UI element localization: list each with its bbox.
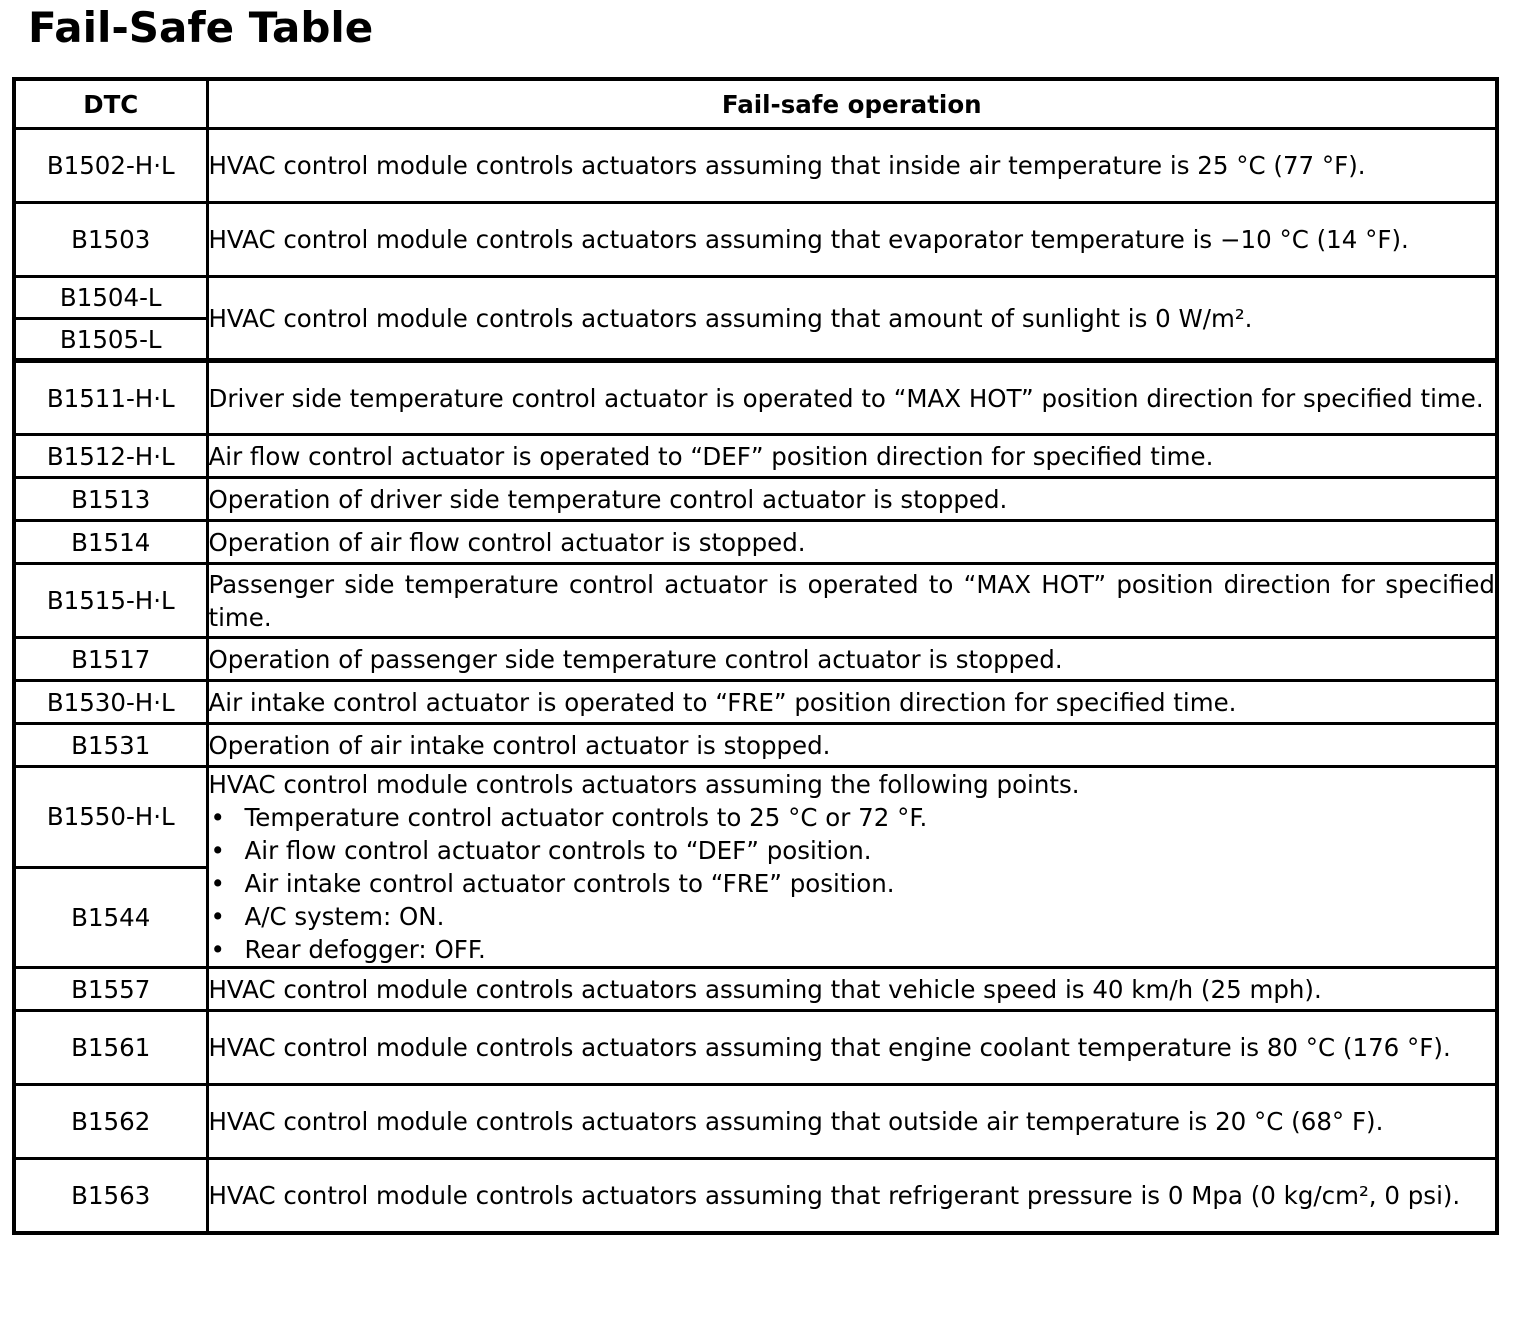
table-row [14, 521, 1497, 564]
dtc-cell: B1562 [14, 1085, 207, 1159]
dtc-cell: B1517 [14, 638, 207, 681]
fail-safe-cell: HVAC control module controls actuators assuming that vehicle speed is 40 km/h (25 mph). [207, 968, 1497, 1011]
dtc-cell: B1514 [14, 521, 207, 564]
fail-safe-cell: Passenger side temperature control actuator is operated to “MAX HOT” position direction for specified time. [207, 564, 1497, 638]
list-item: • Air flow control actuator controls to “DEF” position. [209, 834, 1496, 867]
dtc-cell: B1505-L [14, 319, 207, 361]
fail-safe-cell: Operation of passenger side temperature control actuator is stopped. [207, 638, 1497, 681]
table-row [14, 767, 1497, 868]
table-row [14, 968, 1497, 1011]
table-row [14, 1011, 1497, 1085]
dtc-cell: B1530-H·L [14, 681, 207, 724]
table-row [14, 361, 1497, 435]
fail-safe-cell: Operation of air flow control actuator is stopped. [207, 521, 1497, 564]
dtc-cell: B1557 [14, 968, 207, 1011]
table-row [14, 129, 1497, 203]
table-row [14, 478, 1497, 521]
fail-safe-cell: Operation of air intake control actuator is stopped. [207, 724, 1497, 767]
table-header-row [14, 79, 1497, 129]
fail-safe-cell: HVAC control module controls actuators assuming that outside air temperature is 20 °C (68° F). [207, 1085, 1497, 1159]
dtc-cell: B1503 [14, 203, 207, 277]
dtc-cell: B1563 [14, 1159, 207, 1233]
dtc-cell: B1513 [14, 478, 207, 521]
fail-safe-intro: HVAC control module controls actuators assuming the following points. [208, 770, 1080, 799]
fail-safe-cell: Operation of driver side temperature control actuator is stopped. [207, 478, 1497, 521]
dtc-column-header: DTC [14, 79, 207, 129]
fail-safe-cell: HVAC control module controls actuators assuming that amount of sunlight is 0 W/m². [207, 277, 1497, 361]
table-row [14, 277, 1497, 319]
dtc-cell: B1511-H·L [14, 361, 207, 435]
table-row [14, 681, 1497, 724]
fail-safe-operation-column-header: Fail-safe operation [207, 79, 1497, 129]
fail-safe-points-list [209, 801, 1496, 966]
list-item: • Temperature control actuator controls to 25 °C or 72 °F. [209, 801, 1496, 834]
list-item: • Air intake control actuator controls to “FRE” position. [209, 867, 1496, 900]
list-item: • A/C system: ON. [209, 900, 1496, 933]
table-row [14, 724, 1497, 767]
table-row [14, 1159, 1497, 1233]
table-row [14, 638, 1497, 681]
fail-safe-table [12, 77, 1499, 1235]
table-row [14, 1085, 1497, 1159]
fail-safe-cell: HVAC control module controls actuators assuming that engine coolant temperature is 80 °C (176 °F). [207, 1011, 1497, 1085]
dtc-cell: B1550-H·L [14, 767, 207, 868]
dtc-cell: B1561 [14, 1011, 207, 1085]
list-item: • Rear defogger: OFF. [209, 933, 1496, 966]
fail-safe-cell: Driver side temperature control actuator is operated to “MAX HOT” position direction for specified time. [207, 361, 1497, 435]
table-row [14, 203, 1497, 277]
fail-safe-cell: HVAC control module controls actuators assuming that evaporator temperature is −10 °C (14 °F). [207, 203, 1497, 277]
fail-safe-cell: HVAC control module controls actuators assuming that inside air temperature is 25 °C (77 °F). [207, 129, 1497, 203]
table-row [14, 564, 1497, 638]
table-row [14, 435, 1497, 478]
fail-safe-cell: Air intake control actuator is operated to “FRE” position direction for specified time. [207, 681, 1497, 724]
dtc-cell: B1544 [14, 867, 207, 968]
dtc-cell: B1515-H·L [14, 564, 207, 638]
dtc-cell: B1531 [14, 724, 207, 767]
dtc-cell: B1502-H·L [14, 129, 207, 203]
dtc-cell: B1512-H·L [14, 435, 207, 478]
fail-safe-cell: HVAC control module controls actuators assuming that refrigerant pressure is 0 Mpa (0 kg/cm², 0 psi). [207, 1159, 1497, 1233]
dtc-cell: B1504-L [14, 277, 207, 319]
fail-safe-cell [207, 767, 1497, 968]
fail-safe-cell: Air flow control actuator is operated to “DEF” position direction for specified time. [207, 435, 1497, 478]
page-title: Fail-Safe Table [28, 3, 374, 52]
